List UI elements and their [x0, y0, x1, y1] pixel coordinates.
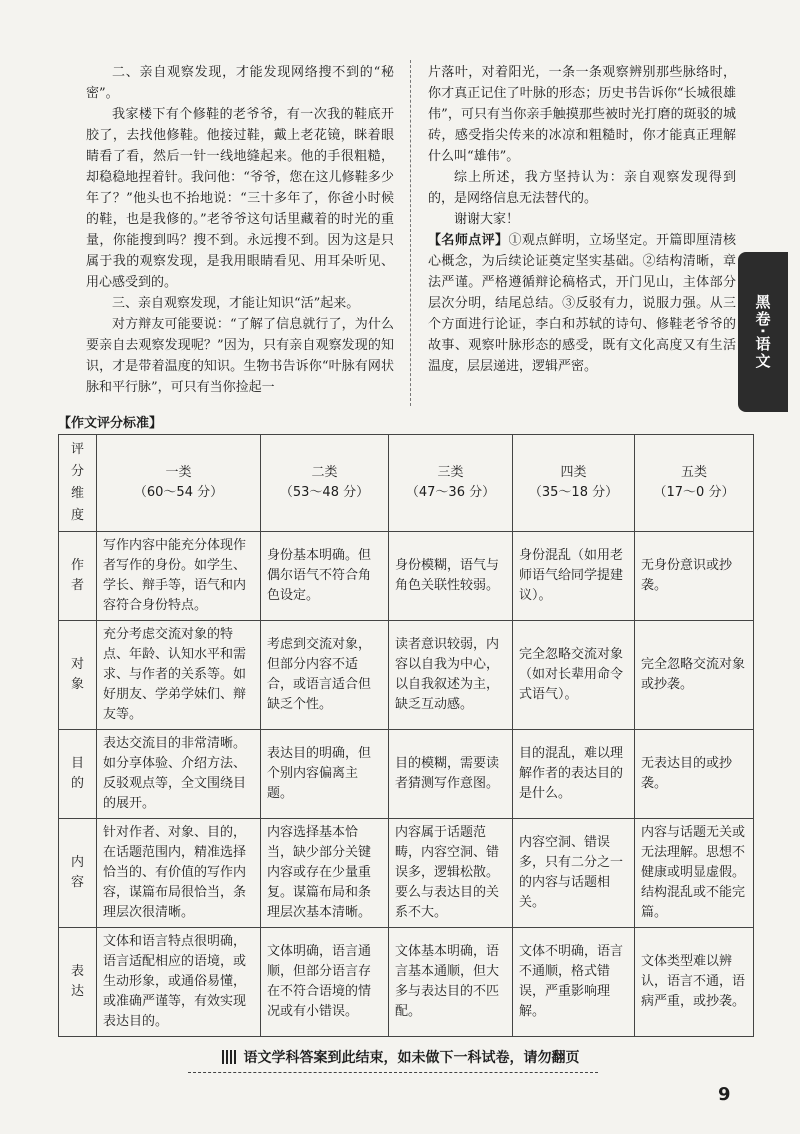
dimension-label: 作者 — [59, 532, 97, 621]
table-row — [59, 730, 754, 819]
left-paragraph-4: 对方辩友可能要说：“了解了信息就行了，为什么要亲自去观察发现呢？”因为，只有亲自观察发现的知识，才是带着温度的知识。生物书告诉你“叶脉有网状脉和平行脉”，可只有当你捡起一 — [86, 317, 394, 395]
table-cell: 内容与话题无关或无法理解。思想不健康或明显虚假。结构混乱或不能完篇。 — [635, 819, 754, 928]
table-cell: 针对作者、对象、目的，在话题范围内，精准选择恰当的、有价值的写作内容，谋篇布局很恰当，条理层次很清晰。 — [97, 819, 261, 928]
level-header — [635, 435, 754, 532]
table-cell: 充分考虑交流对象的特点、年龄、认知水平和需求、与作者的关系等。如好朋友、学弟学妹们、辩友等。 — [97, 621, 261, 730]
level-header — [389, 435, 513, 532]
table-cell: 目的混乱，难以理解作者的表达目的是什么。 — [513, 730, 635, 819]
level-range: （60～54 分） — [133, 485, 224, 500]
left-column — [86, 62, 394, 398]
table-cell: 无表达目的或抄袭。 — [635, 730, 754, 819]
right-paragraph-2: 综上所述，我方坚持认为：亲自观察发现得到的，是网络信息无法替代的。 — [428, 170, 736, 206]
dimension-label: 对象 — [59, 621, 97, 730]
end-of-subject-text: 语文学科答案到此结束，如未做下一科试卷，请勿翻页 — [243, 1050, 580, 1066]
right-paragraph-1: 片落叶，对着阳光，一条一条观察辨别那些脉络时，你才真正记住了叶脉的形态；历史书告诉你“长城很雄伟”，可只有当你亲手触摸那些被时光打磨的斑驳的城砖，感受指尖传来的冰凉和粗糙时，你才能真正理解什么叫“雄伟”。 — [428, 65, 736, 164]
corner-label-top: 评分 — [70, 442, 84, 479]
right-paragraph-3: 谢谢大家！ — [454, 212, 520, 227]
table-cell: 内容选择基本恰当，缺少部分关键内容或存在少量重复。谋篇布局和条理层次基本清晰。 — [261, 819, 389, 928]
level-header — [97, 435, 261, 532]
table-cell: 写作内容中能充分体现作者写作的身份。如学生、学长、辩手等，语气和内容符合身份特点。 — [97, 532, 261, 621]
level-range: （53～48 分） — [279, 485, 370, 500]
table-cell: 完全忽略交流对象或抄袭。 — [635, 621, 754, 730]
table-cell: 身份基本明确。但偶尔语气不符合角色设定。 — [261, 532, 389, 621]
page-number: 9 — [718, 1084, 731, 1105]
left-paragraph-2: 我家楼下有个修鞋的老爷爷，有一次我的鞋底开胶了，去找他修鞋。他接过鞋，戴上老花镜，眯着眼睛看了看，然后一针一线地缝起来。他的手很粗糙，却稳稳地捏着针。我问他：“爷爷，您在这儿修鞋多少年了？”他头也不抬地说：“三十多年了，你爸小时候的鞋，也是我修的。”老爷爷这句话里藏着的时光的重量，你能搜到吗？搜不到。永远搜不到。因为这是只属于我的观察发现，是我用眼睛看见、用耳朵听见、用心感受到的。 — [86, 107, 394, 290]
dimension-label: 内容 — [59, 819, 97, 928]
teacher-comment — [428, 230, 736, 377]
level-name: 二类 — [311, 465, 338, 480]
bar-icon — [222, 1050, 236, 1064]
table-row — [59, 928, 754, 1037]
level-name: 三类 — [437, 465, 464, 480]
table-corner-cell — [59, 435, 97, 532]
table-cell: 目的模糊，需要读者猜测写作意图。 — [389, 730, 513, 819]
table-cell: 读者意识较弱，内容以自我为中心，以自我叙述为主，缺乏互动感。 — [389, 621, 513, 730]
subject-side-tab: 黑卷·语文 — [738, 252, 788, 412]
dimension-label: 目的 — [59, 730, 97, 819]
table-row — [59, 819, 754, 928]
left-paragraph-3: 三、亲自观察发现，才能让知识“活”起来。 — [112, 296, 360, 311]
table-row — [59, 621, 754, 730]
table-cell: 内容空洞、错误多，只有二分之一的内容与话题相关。 — [513, 819, 635, 928]
level-name: 一类 — [165, 465, 192, 480]
footer-dashed-line — [188, 1072, 598, 1073]
table-title: 【作文评分标准】 — [58, 416, 163, 431]
teacher-comment-label: 【名师点评】 — [428, 233, 509, 248]
table-cell: 完全忽略交流对象（如对长辈用命令式语气）。 — [513, 621, 635, 730]
dimension-label: 表达 — [59, 928, 97, 1037]
right-column — [428, 62, 736, 377]
level-name: 五类 — [680, 465, 707, 480]
end-of-subject-note — [188, 1046, 613, 1068]
corner-label-bottom: 维度 — [70, 486, 84, 523]
level-header — [261, 435, 389, 532]
teacher-comment-text: ①观点鲜明，立场坚定。开篇即厘清核心概念，为后续论证奠定坚实基础。②结构清晰，章法严谨。严格遵循辩论稿格式，开门见山，主体部分层次分明，结尾总结。③反驳有力，说服力强。从三个方面进行论证，李白和苏轼的诗句、修鞋老爷爷的故事、观察叶脉形态的感受，既有文化高度又有生活温度，层层递进，逻辑严密。 — [428, 233, 736, 374]
level-name: 四类 — [560, 465, 587, 480]
table-cell: 身份混乱（如用老师语气给同学提建议）。 — [513, 532, 635, 621]
table-cell: 身份模糊，语气与角色关联性较弱。 — [389, 532, 513, 621]
table-cell: 文体和语言特点很明确，语言适配相应的语境，或生动形象，或通俗易懂，或准确严谨等，有效实现表达目的。 — [97, 928, 261, 1037]
table-header-row — [59, 435, 754, 532]
scoring-table — [58, 434, 754, 1037]
table-cell: 内容属于话题范畴，内容空洞、错误多，逻辑松散。要么与表达目的关系不大。 — [389, 819, 513, 928]
table-cell: 文体类型难以辨认，语言不通，语病严重，或抄袭。 — [635, 928, 754, 1037]
table-row — [59, 532, 754, 621]
left-paragraph-1: 二、亲自观察发现，才能发现网络搜不到的“秘密”。 — [86, 65, 394, 101]
table-cell: 表达目的明确，但个别内容偏离主题。 — [261, 730, 389, 819]
level-range: （35～18 分） — [528, 485, 619, 500]
level-header — [513, 435, 635, 532]
column-divider — [410, 60, 411, 406]
table-cell: 表达交流目的非常清晰。如分享体验、介绍方法、反驳观点等，全文围绕目的展开。 — [97, 730, 261, 819]
table-cell: 考虑到交流对象，但部分内容不适合，或语言适合但缺乏个性。 — [261, 621, 389, 730]
table-cell: 无身份意识或抄袭。 — [635, 532, 754, 621]
level-range: （47～36 分） — [405, 485, 496, 500]
table-cell: 文体不明确，语言不通顺，格式错误，严重影响理解。 — [513, 928, 635, 1037]
table-cell: 文体基本明确，语言基本通顺，但大多与表达目的不匹配。 — [389, 928, 513, 1037]
table-cell: 文体明确，语言通顺，但部分语言存在不符合语境的情况或有小错误。 — [261, 928, 389, 1037]
level-range: （17～0 分） — [653, 485, 735, 500]
